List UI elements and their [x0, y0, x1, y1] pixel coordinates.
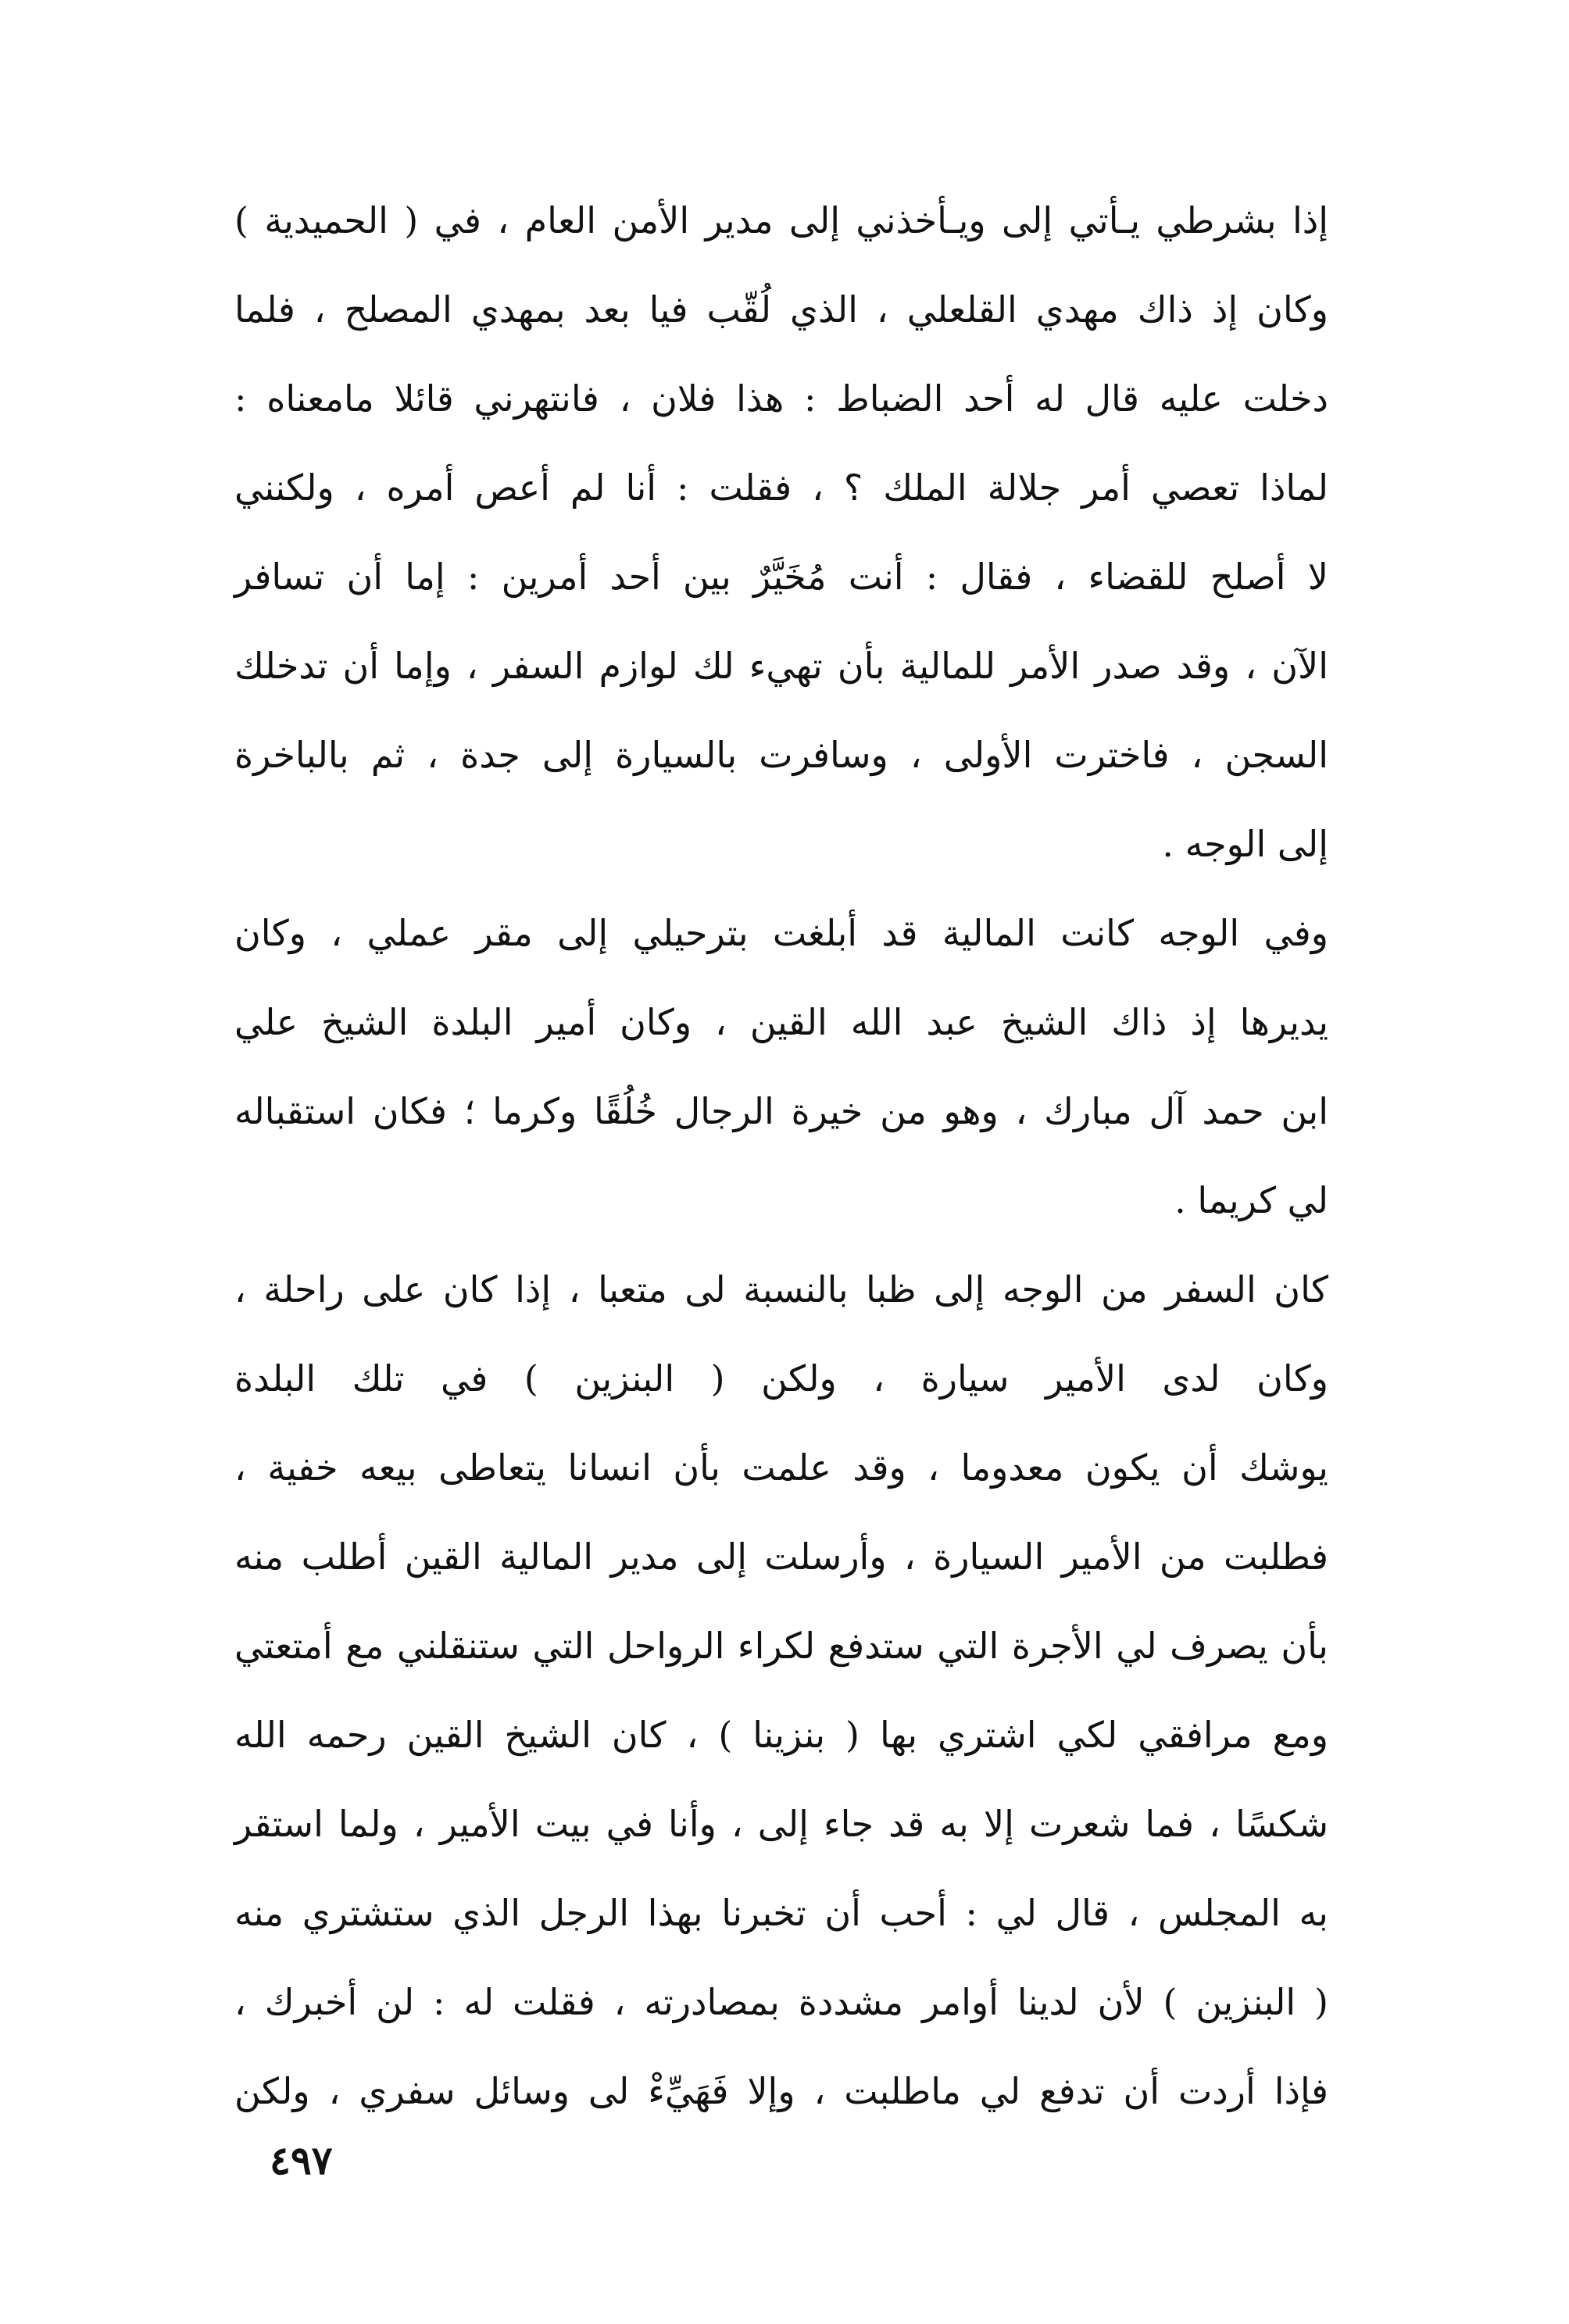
text-line: وكان لدى الأمير سيارة ، ولكن ( البنزين ) في تلك البلدة — [234, 1357, 1329, 1400]
page-number: ٤٩٧ — [270, 2137, 333, 2183]
text-line: يديرها إذ ذاك الشيخ عبد الله القين ، وكان أمير البلدة الشيخ علي — [234, 1001, 1328, 1043]
text-line: لماذا تعصي أمر جلالة الملك ؟ ، فقلت : أنا لم أعص أمره ، ولكنني — [234, 467, 1328, 509]
text-line: ومع مرافقي لكي اشتري بها ( بنزينا ) ، كان الشيخ القين رحمه الله — [234, 1714, 1328, 1756]
text-line: به المجلس ، قال لي : أحب أن تخبرنا بهذا الرجل الذي ستشتري منه — [234, 1892, 1328, 1934]
text-line: ( البنزين ) لأن لدينا أوامر مشددة بمصادرته ، فقلت له : لن أخبرك ، — [234, 1981, 1328, 2023]
text-line: وكان إذ ذاك مهدي القلعلي ، الذي لُقّب فيا بعد بمهدي المصلح ، فلما — [234, 288, 1328, 331]
text-line: إلى الوجه . — [1162, 823, 1328, 865]
book-page-text — [234, 176, 1328, 2136]
text-line: دخلت عليه قال له أحد الضباط : هذا فلان ، فانتهرني قائلا مامعناه : — [234, 377, 1328, 420]
text-line: لا أصلح للقضاء ، فقال : أنت مُخَيَّرٌ بين أحد أمرين : إما أن تسافر — [234, 556, 1328, 598]
text-line: إذا بشرطي يـأتي إلى ويـأخذني إلى مدير الأمن العام ، في ( الحميدية ) — [234, 199, 1328, 241]
text-line: شكسًا ، فما شعرت إلا به قد جاء إلى ، وأنا في بيت الأمير ، ولما استقر — [234, 1803, 1328, 1845]
text-line: الآن ، وقد صدر الأمر للمالية بأن تهيء لك لوازم السفر ، وإما أن تدخلك — [234, 645, 1328, 687]
text-line: لي كريما . — [1174, 1179, 1328, 1221]
text-line: فطلبت من الأمير السيارة ، وأرسلت إلى مدير المالية القين أطلب منه — [234, 1536, 1328, 1578]
text-line: كان السفر من الوجه إلى ظبا بالنسبة لى متعبا ، إذا كان على راحلة ، — [234, 1268, 1328, 1310]
text-line: بأن يصرف لي الأجرة التي ستدفع لكراء الرواحل التي ستنقلني مع أمتعتي — [234, 1625, 1328, 1667]
text-line: فإذا أردت أن تدفع لي ماطلبت ، وإلا فَهَيِّءْ لى وسائل سفري ، ولكن — [234, 2070, 1328, 2112]
paragraph-3 — [234, 1245, 1328, 2136]
text-line: ابن حمد آل مبارك ، وهو من خيرة الرجال خُلُقًا وكرما ؛ فكان استقباله — [234, 1090, 1328, 1132]
paragraph-2 — [234, 888, 1328, 1245]
text-line: وفي الوجه كانت المالية قد أبلغت بترحيلي إلى مقر عملي ، وكان — [234, 912, 1328, 954]
text-line: السجن ، فاخترت الأولى ، وسافرت بالسيارة إلى جدة ، ثم بالباخرة — [234, 734, 1328, 776]
paragraph-1 — [234, 176, 1328, 888]
text-line: يوشك أن يكون معدوما ، وقد علمت بأن انسانا يتعاطى بيعه خفية ، — [234, 1446, 1328, 1489]
